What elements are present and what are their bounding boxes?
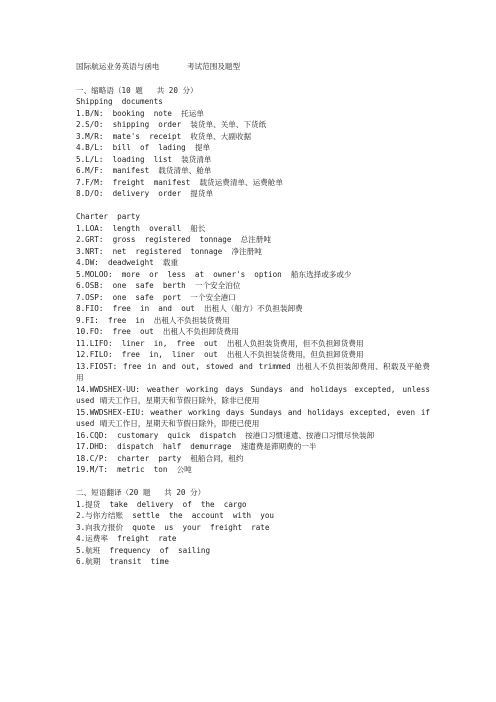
list-item: 3.NRT: net registered tonnage 净注册吨 (76, 246, 262, 256)
list-item: 11.LIFO: liner in, free out 出租人负担装货费用，但不负担卸货费用 (76, 338, 364, 348)
list-item: 17.DHD: dispatch half demurrage 速遣费是滞期费的一半 (76, 442, 317, 451)
list-item: 5.航班 frequency of sailing (76, 545, 211, 555)
list-item: 15.WWDSHEX-EIU: weather working days Sundays and holidays excepted, even if used 晴天工作日，星期天和节假日除外，即使已使用 (76, 407, 430, 428)
list-item: 7.OSP: one safe port 一个安全港口 (76, 292, 236, 302)
section-2-heading: 二、短语翻译（20 题 共 20 分） (76, 488, 206, 497)
document-title: 国际航运业务英语与函电 考试范围及题型 (76, 62, 241, 71)
list-item: 1.LOA: length overall 船长 (76, 223, 206, 233)
list-item: 4.DW: deadweight 载重 (76, 258, 179, 267)
section-1-heading: 一、缩略语（10 题 共 20 分） (76, 85, 198, 95)
list-item: 1.提货 take delivery of the cargo (76, 499, 247, 509)
group-label-shipping-documents: Shipping documents (76, 97, 163, 106)
list-item: 4.B/L: bill of lading 提单 (76, 143, 211, 152)
document-content (76, 61, 430, 568)
list-item: 1.B/N: booking note 托运单 (76, 108, 204, 118)
list-item: 9.FI: free in 出租人不负担装货费用 (76, 315, 230, 325)
list-item: 3.向我方报价 quote us your freight rate (76, 522, 270, 532)
list-item: 6.航期 transit time (76, 557, 169, 566)
list-item: 19.M/T: metric ton 公吨 (76, 465, 192, 474)
list-item: 14.WWDSHEX-UU: weather working days Sundays and holidays excepted, unless used 晴天工作日，星期天和节假日除外，除非已使用 (76, 384, 430, 405)
list-item: 6.M/F: manifest 载货清单、舱单 (76, 166, 212, 175)
list-item: 5.L/L: loading list 装货清单 (76, 154, 212, 164)
list-item: 7.F/M: freight manifest 载货运费清单、运费舱单 (76, 177, 283, 187)
list-item: 18.C/P: charter party 租船合同，租约 (76, 453, 244, 463)
list-item: 2.S/O: shipping order 装货单、关单、下货纸 (76, 120, 267, 129)
list-item: 2.GRT: gross registered tonnage 总注册吨 (76, 235, 271, 244)
list-item: 10.FO: free out 出租人不负担卸货费用 (76, 327, 239, 336)
list-item: 8.D/O: delivery order 提货单 (76, 189, 214, 198)
list-item: 3.M/R: mate's receipt 收货单、大副收据 (76, 131, 252, 141)
list-item: 6.OSB: one safe berth 一个安全泊位 (76, 281, 241, 290)
list-item: 12.FILO: free in, liner out 出租人不负担装货费用，但负担卸货费用 (76, 350, 364, 359)
group-label-charter-party: Charter party (76, 212, 141, 221)
list-item: 5.MOLOO: more or less at owner's option 船东选择或多或少 (76, 269, 352, 279)
list-item: 4.运费率 freight rate (76, 534, 177, 543)
spacer (76, 476, 430, 488)
list-item: 8.FIO: free in and out 出租人（船方）不负担装卸费 (76, 304, 303, 313)
list-item: 13.FIOST: free in and out, stowed and trimmed 出租人不负担装卸费用、积载及平舱费用 (76, 361, 430, 382)
list-item: 2.与你方结账 settle the account with you (76, 511, 274, 520)
spacer (76, 200, 430, 212)
list-item: 16.CQD: customary quick dispatch 按港口习惯速遣、按港口习惯尽快装卸 (76, 430, 375, 440)
